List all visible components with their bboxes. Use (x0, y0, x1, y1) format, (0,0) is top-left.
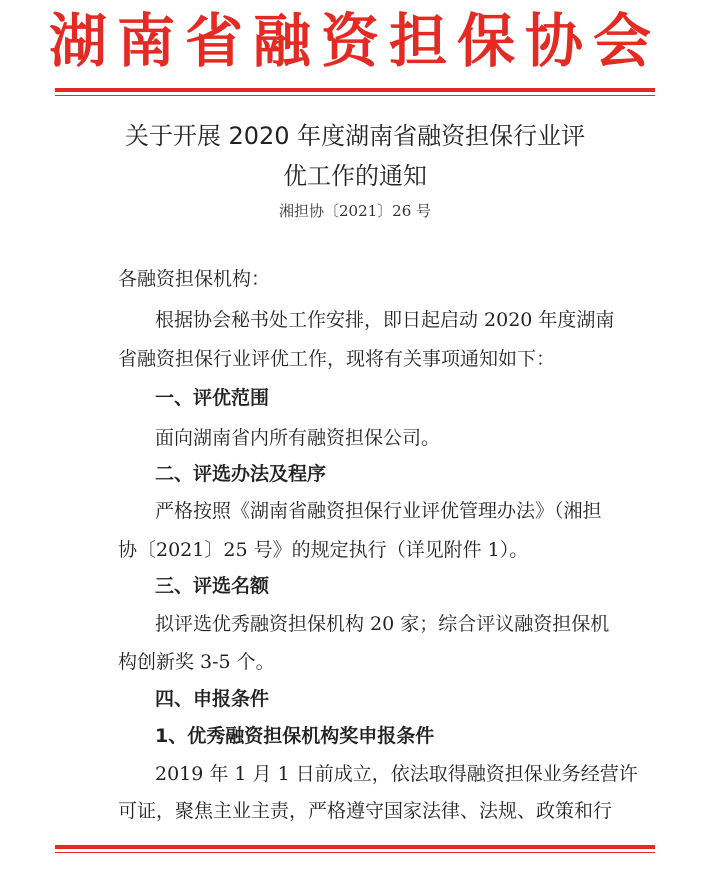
section-2-heading: 二、评选办法及程序 (155, 463, 327, 485)
salutation: 各融资担保机构： (118, 268, 271, 290)
document-title-line-2: 优工作的通知 (283, 162, 427, 190)
section-4-heading: 四、申报条件 (155, 688, 270, 710)
section-2-text-line-2: 协〔2021〕25 号》的规定执行（详见附件 1）。 (118, 539, 529, 561)
section-1-text: 面向湖南省内所有融资担保公司。 (155, 427, 441, 449)
document-title-line-1: 关于开展 2020 年度湖南省融资担保行业评 (124, 122, 586, 150)
section-4-text-line-1: 2019 年 1 月 1 日前成立，依法取得融资担保业务经营许 (155, 763, 638, 785)
section-2-text-line-1: 严格按照《湖南省融资担保行业评优管理办法》（湘担 (155, 500, 602, 522)
document-number: 湘担协〔2021〕26 号 (278, 202, 432, 220)
letterhead-rule-thick (55, 88, 655, 92)
section-3-heading: 三、评选名额 (155, 575, 270, 597)
section-4-text-line-2: 可证，聚焦主业主责，严格遵守国家法律、法规、政策和行 (118, 800, 613, 822)
section-1-heading: 一、评优范围 (155, 387, 270, 409)
section-4-subheading: 1、优秀融资担保机构奖申报条件 (155, 725, 435, 747)
letterhead-org-name: 湖南省融资担保协会 (48, 7, 661, 75)
footer-rule-thick (55, 845, 655, 849)
section-3-text-line-1: 拟评选优秀融资担保机构 20 家；综合评议融资担保机 (155, 613, 610, 635)
section-3-text-line-2: 构创新奖 3-5 个。 (118, 651, 275, 673)
intro-line-1: 根据协会秘书处工作安排，即日起启动 2020 年度湖南 (155, 309, 615, 331)
letterhead-rule-thin (55, 95, 655, 96)
intro-line-2: 省融资担保行业评优工作，现将有关事项通知如下： (118, 348, 556, 370)
footer-rule-thin (55, 852, 655, 853)
